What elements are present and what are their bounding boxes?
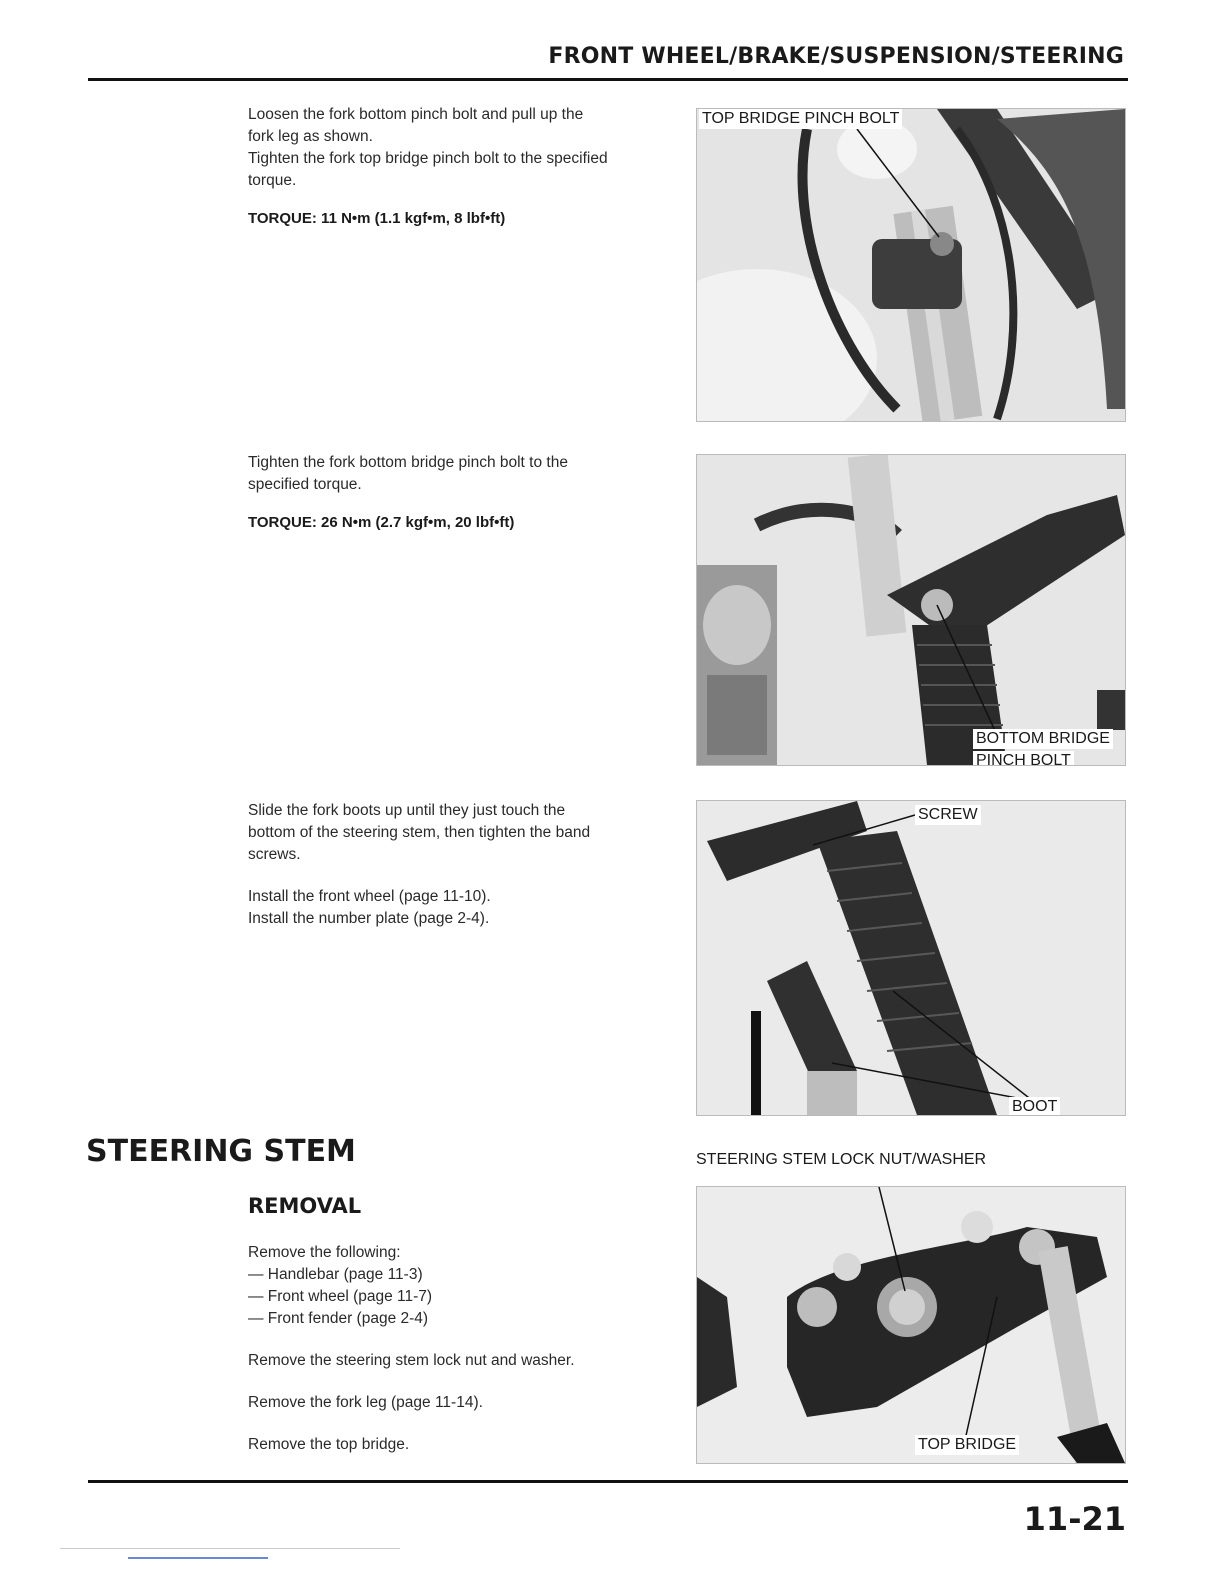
fig3-screw-label: SCREW (915, 805, 981, 825)
step2-line: Tighten the fork bottom bridge pinch bolt to the (248, 454, 568, 471)
fork-boot-photo (696, 800, 1126, 1116)
subsection-title: REMOVAL (248, 1194, 362, 1218)
section-title: STEERING STEM (86, 1134, 356, 1169)
step3-line: screws. (248, 846, 301, 863)
top-bridge-photo (696, 1186, 1126, 1464)
install-line: Install the front wheel (page 11-10). (248, 888, 491, 905)
fig2-label-line2: PINCH BOLT (973, 751, 1074, 766)
page-number: 11-21 (1023, 1500, 1126, 1538)
removal-item: — Handlebar (page 11-3) (248, 1266, 423, 1283)
fig4-caption: STEERING STEM LOCK NUT/WASHER (696, 1151, 987, 1168)
header-rule (88, 78, 1128, 81)
photo-illustration (697, 1187, 1125, 1463)
removal-step: Remove the fork leg (page 11-14). (248, 1394, 483, 1411)
step1-line: Tighten the fork top bridge pinch bolt to the specified (248, 150, 608, 167)
step1-text (248, 104, 684, 230)
removal-item: — Front wheel (page 11-7) (248, 1288, 433, 1305)
photo-illustration (697, 455, 1125, 765)
fig4-label: TOP BRIDGE (915, 1435, 1019, 1455)
fig3-boot-label: BOOT (1009, 1097, 1060, 1116)
step3-text (248, 800, 684, 930)
removal-text (248, 1242, 678, 1456)
footer-divider (60, 1548, 400, 1549)
install-line: Install the number plate (page 2-4). (248, 910, 490, 927)
step1-torque: TORQUE: 11 N•m (1.1 kgf•m, 8 lbf•ft) (248, 210, 506, 227)
step1-line: fork leg as shown. (248, 128, 373, 145)
footer-link-underline (128, 1557, 268, 1559)
removal-intro: Remove the following: (248, 1244, 401, 1261)
footer-rule (88, 1480, 1128, 1483)
step2-line: specified torque. (248, 476, 362, 493)
photo-illustration (697, 801, 1125, 1115)
step3-line: Slide the fork boots up until they just touch the (248, 802, 566, 819)
removal-step: Remove the steering stem lock nut and washer. (248, 1352, 575, 1369)
photo-illustration (697, 109, 1125, 421)
removal-item: — Front fender (page 2-4) (248, 1310, 429, 1327)
step1-line: Loosen the fork bottom pinch bolt and pull up the (248, 106, 584, 123)
fork-top-bridge-photo (696, 108, 1126, 422)
page-header-title: FRONT WHEEL/BRAKE/SUSPENSION/STEERING (548, 44, 1124, 69)
fig2-label-line1: BOTTOM BRIDGE (973, 729, 1113, 749)
fork-bottom-bridge-photo (696, 454, 1126, 766)
step2-torque: TORQUE: 26 N•m (2.7 kgf•m, 20 lbf•ft) (248, 514, 515, 531)
step1-line: torque. (248, 172, 297, 189)
fig1-label: TOP BRIDGE PINCH BOLT (699, 109, 902, 129)
step3-line: bottom of the steering stem, then tighten the band (248, 824, 591, 841)
step2-text (248, 452, 684, 534)
removal-step: Remove the top bridge. (248, 1436, 410, 1453)
